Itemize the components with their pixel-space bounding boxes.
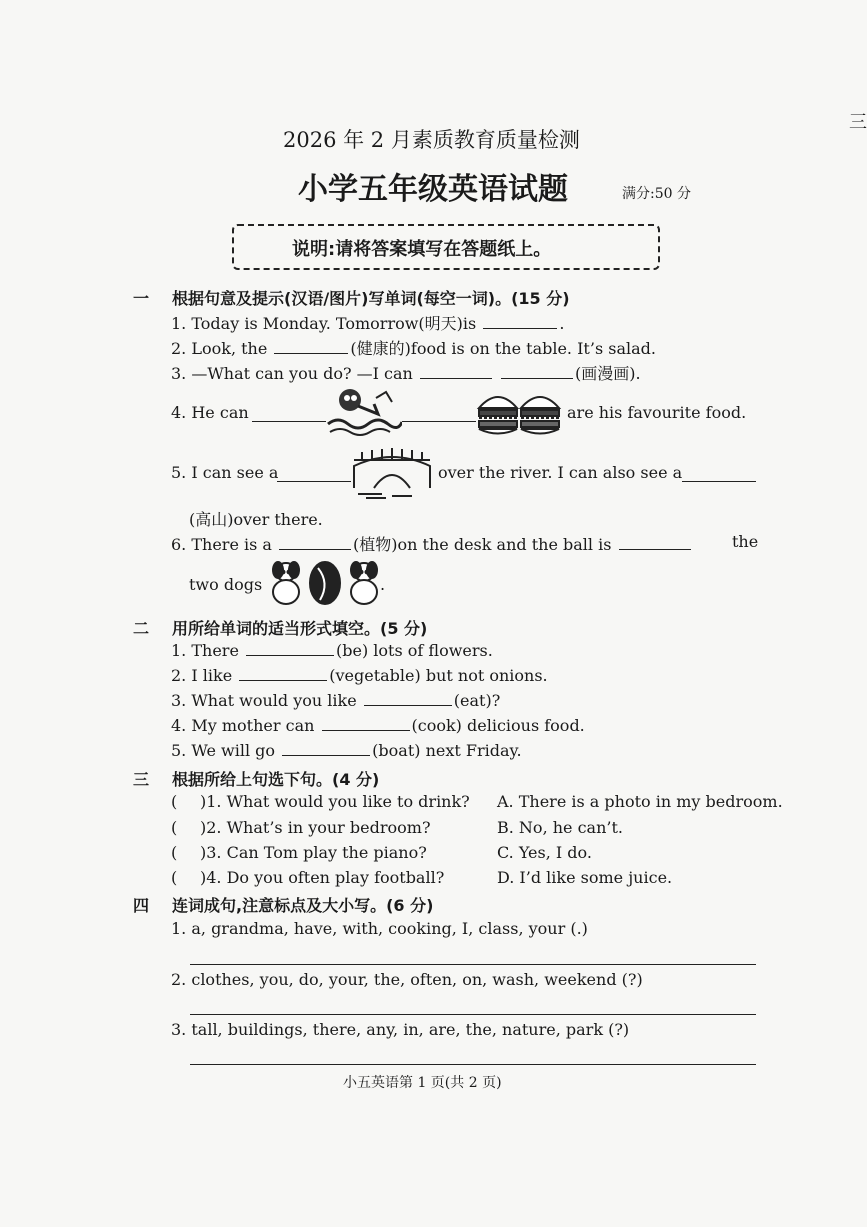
s3-row-4-paren[interactable]: (	[171, 868, 178, 887]
s1-q6-end: the	[732, 532, 759, 551]
s1-q6-line2: two dogs	[189, 575, 263, 594]
s1-q4-blank-1[interactable]	[252, 421, 326, 422]
s1-q6-text: 6. There is a	[171, 535, 272, 554]
s2-q2-end: (vegetable) but not onions.	[329, 666, 548, 685]
s1-q6-period: .	[380, 575, 386, 594]
s2-q4	[171, 716, 585, 735]
instruction-box	[232, 224, 660, 270]
s1-q5-blank-2[interactable]	[682, 481, 756, 482]
section-3-number: 三	[133, 770, 150, 789]
s2-q5-text: 5. We will go	[171, 741, 276, 760]
s3-row-2-paren[interactable]: (	[171, 818, 178, 837]
hamburger-icon	[476, 386, 564, 438]
s1-q1-text: 1. Today is Monday. Tomorrow(明天)is	[171, 314, 477, 333]
s2-q1-text: 1. There	[171, 641, 239, 660]
s1-q1	[171, 311, 564, 334]
dogs-ball-icon	[268, 558, 382, 608]
s4-q2: 2. clothes, you, do, your, the, often, on, wash, weekend (?)	[171, 970, 643, 989]
section-1-number: 一	[133, 289, 150, 308]
section-1-title: 根据句意及提示(汉语/图片)写单词(每空一词)。(15 分)	[172, 289, 570, 308]
s2-q3	[171, 691, 500, 710]
s3-row-2-question: )2. What’s in your bedroom?	[200, 818, 431, 837]
s2-q4-text: 4. My mother can	[171, 716, 315, 735]
section-2-title: 用所给单词的适当形式填空。(5 分)	[172, 619, 428, 638]
s1-q3	[171, 361, 641, 384]
s2-q2-text: 2. I like	[171, 666, 233, 685]
s1-q5-blank-1[interactable]	[277, 481, 351, 482]
s1-q4-blank-2[interactable]	[402, 421, 476, 422]
s1-q2-text: 2. Look, the	[171, 339, 268, 358]
s1-q5-text: 5. I can see a	[171, 463, 279, 482]
s1-q2	[171, 336, 656, 359]
s2-q1-blank[interactable]	[246, 641, 334, 656]
s3-row-4-question: )4. Do you often play football?	[200, 868, 445, 887]
s4-q1-answer-line[interactable]	[190, 964, 756, 965]
s1-q6-blank-1[interactable]	[279, 535, 351, 550]
s3-row-3-paren[interactable]: (	[171, 843, 178, 862]
s2-q1	[171, 641, 493, 660]
s3-row-1-question: )1. What would you like to drink?	[200, 792, 470, 811]
s2-q5-end: (boat) next Friday.	[372, 741, 522, 760]
s2-q2	[171, 666, 548, 685]
s2-q4-end: (cook) delicious food.	[411, 716, 585, 735]
s2-q1-end: (be) lots of flowers.	[336, 641, 493, 660]
section-2-number: 二	[133, 619, 150, 638]
s2-q5-blank[interactable]	[282, 741, 370, 756]
s4-q1: 1. a, grandma, have, with, cooking, I, class, your (.)	[171, 919, 588, 938]
s1-q5-mid: over the river. I can also see a	[438, 463, 683, 482]
s2-q3-blank[interactable]	[364, 691, 452, 706]
s1-q4-end: are his favourite food.	[567, 403, 747, 422]
s1-q3-blank-2[interactable]	[501, 364, 573, 379]
s2-q3-end: (eat)?	[453, 691, 501, 710]
s1-q6-blank-2[interactable]	[619, 535, 691, 550]
section-4-number: 四	[133, 896, 150, 915]
page-footer: 小五英语第 1 页(共 2 页)	[343, 1075, 502, 1091]
s3-row-3-answer: C. Yes, I do.	[497, 843, 592, 862]
s1-q3-text: 3. —What can you do? —I can	[171, 364, 413, 383]
full-score: 满分:50 分	[622, 186, 691, 202]
s2-q4-blank[interactable]	[322, 716, 410, 731]
main-title: 小学五年级英语试题	[298, 172, 568, 207]
instruction-text: 说明:请将答案填写在答题纸上。	[292, 239, 552, 260]
s2-q5	[171, 741, 522, 760]
s1-q4-text: 4. He can	[171, 403, 249, 422]
section-3-title: 根据所给上句选下句。(4 分)	[172, 770, 380, 789]
s1-q6	[171, 532, 693, 555]
s1-q3-end: (画漫画).	[575, 364, 641, 383]
s3-row-1-paren[interactable]: (	[171, 792, 178, 811]
bridge-icon	[352, 444, 432, 500]
s1-q6-mid: (植物)on the desk and the ball is	[353, 535, 612, 554]
s1-q2-blank[interactable]	[274, 339, 348, 354]
swimming-icon	[326, 384, 402, 438]
s3-row-3-question: )3. Can Tom play the piano?	[200, 843, 427, 862]
corner-mark: 三	[849, 112, 867, 133]
s4-q3-answer-line[interactable]	[190, 1064, 756, 1065]
s1-q1-end: .	[559, 314, 565, 333]
s3-row-1-answer: A. There is a photo in my bedroom.	[497, 792, 783, 811]
s4-q2-answer-line[interactable]	[190, 1014, 756, 1015]
s3-row-4-answer: D. I’d like some juice.	[497, 868, 673, 887]
section-4-title: 连词成句,注意标点及大小写。(6 分)	[172, 896, 434, 915]
s2-q2-blank[interactable]	[239, 666, 327, 681]
exam-title: 2026 年 2 月素质教育质量检测	[283, 128, 580, 152]
s1-q5-end: (高山)over there.	[189, 510, 323, 529]
s1-q1-blank[interactable]	[483, 314, 557, 329]
s1-q3-blank-1[interactable]	[420, 364, 492, 379]
s3-row-2-answer: B. No, he can’t.	[497, 818, 623, 837]
s4-q3: 3. tall, buildings, there, any, in, are, the, nature, park (?)	[171, 1020, 630, 1039]
s1-q2-end: (健康的)food is on the table. It’s salad.	[350, 339, 656, 358]
s2-q3-text: 3. What would you like	[171, 691, 357, 710]
